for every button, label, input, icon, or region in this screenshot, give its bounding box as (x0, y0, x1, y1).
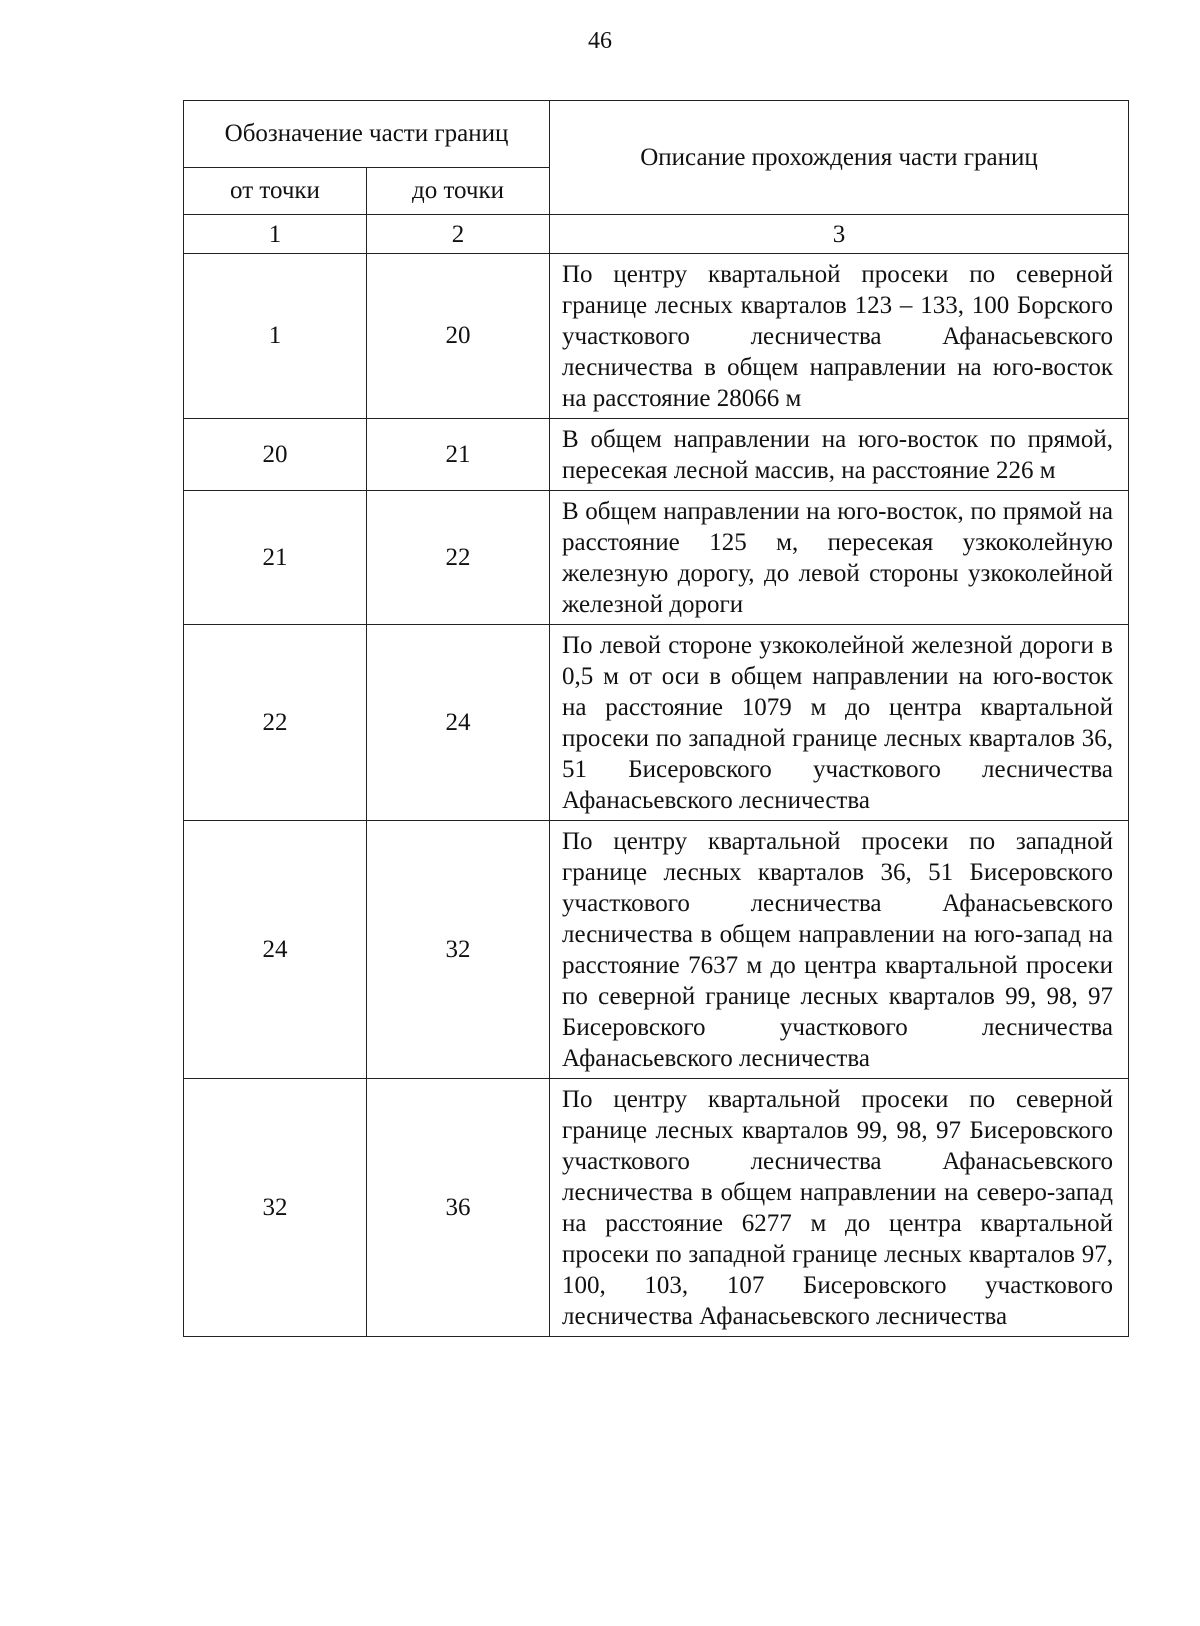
description-cell: По центру квартальной просеки по северной границе лесных кварталов 123 – 133, 100 Борского участкового лесничества Афанасьевского лесничества в общем направлении на юго-восток на расстояние 28066 м (550, 254, 1129, 419)
column-number: 3 (550, 215, 1129, 254)
table-row (184, 821, 1129, 1079)
header-row (184, 101, 1129, 168)
table-row (184, 254, 1129, 419)
header-boundary-part: Обозначение части границ (184, 101, 550, 168)
table-row (184, 1079, 1129, 1337)
column-number: 2 (367, 215, 550, 254)
from-point-cell: 20 (184, 419, 367, 491)
to-point-cell: 36 (367, 1079, 550, 1337)
from-point-cell: 24 (184, 821, 367, 1079)
to-point-cell: 20 (367, 254, 550, 419)
boundary-table (183, 100, 1129, 1337)
description-cell: В общем направлении на юго-восток, по прямой на расстояние 125 м, пересекая узкоколейную железную дорогу, до левой стороны узкоколейной железной дороги (550, 491, 1129, 625)
from-point-cell: 32 (184, 1079, 367, 1337)
to-point-cell: 21 (367, 419, 550, 491)
column-number-row (184, 215, 1129, 254)
description-cell: В общем направлении на юго-восток по прямой, пересекая лесной массив, на расстояние 226 м (550, 419, 1129, 491)
header-description: Описание прохождения части границ (550, 101, 1129, 215)
to-point-cell: 32 (367, 821, 550, 1079)
from-point-cell: 1 (184, 254, 367, 419)
page-number: 46 (588, 28, 612, 54)
from-point-cell: 21 (184, 491, 367, 625)
table-row (184, 625, 1129, 821)
description-cell: По центру квартальной просеки по северной границе лесных кварталов 99, 98, 97 Бисеровского участкового лесничества Афанасьевского лесничества в общем направлении на северо-запад на расстояние 6277 м до центра квартальной просеки по западной границе лесных кварталов 97, 100, 103, 107 Бисеровского участкового лесничества Афанасьевского лесничества (550, 1079, 1129, 1337)
header-to-point: до точки (367, 168, 550, 215)
description-cell: По центру квартальной просеки по западной границе лесных кварталов 36, 51 Бисеровского участкового лесничества Афанасьевского лесничества в общем направлении на юго-запад на расстояние 7637 м до центра квартальной просеки по северной границе лесных кварталов 99, 98, 97 Бисеровского участкового лесничества Афанасьевского лесничества (550, 821, 1129, 1079)
table-row (184, 491, 1129, 625)
to-point-cell: 24 (367, 625, 550, 821)
from-point-cell: 22 (184, 625, 367, 821)
table-row (184, 419, 1129, 491)
description-cell: По левой стороне узкоколейной железной дороги в 0,5 м от оси в общем направлении на юго-восток на расстояние 1079 м до центра квартальной просеки по западной границе лесных кварталов 36, 51 Бисеровского участкового лесничества Афанасьевского лесничества (550, 625, 1129, 821)
column-number: 1 (184, 215, 367, 254)
header-from-point: от точки (184, 168, 367, 215)
to-point-cell: 22 (367, 491, 550, 625)
